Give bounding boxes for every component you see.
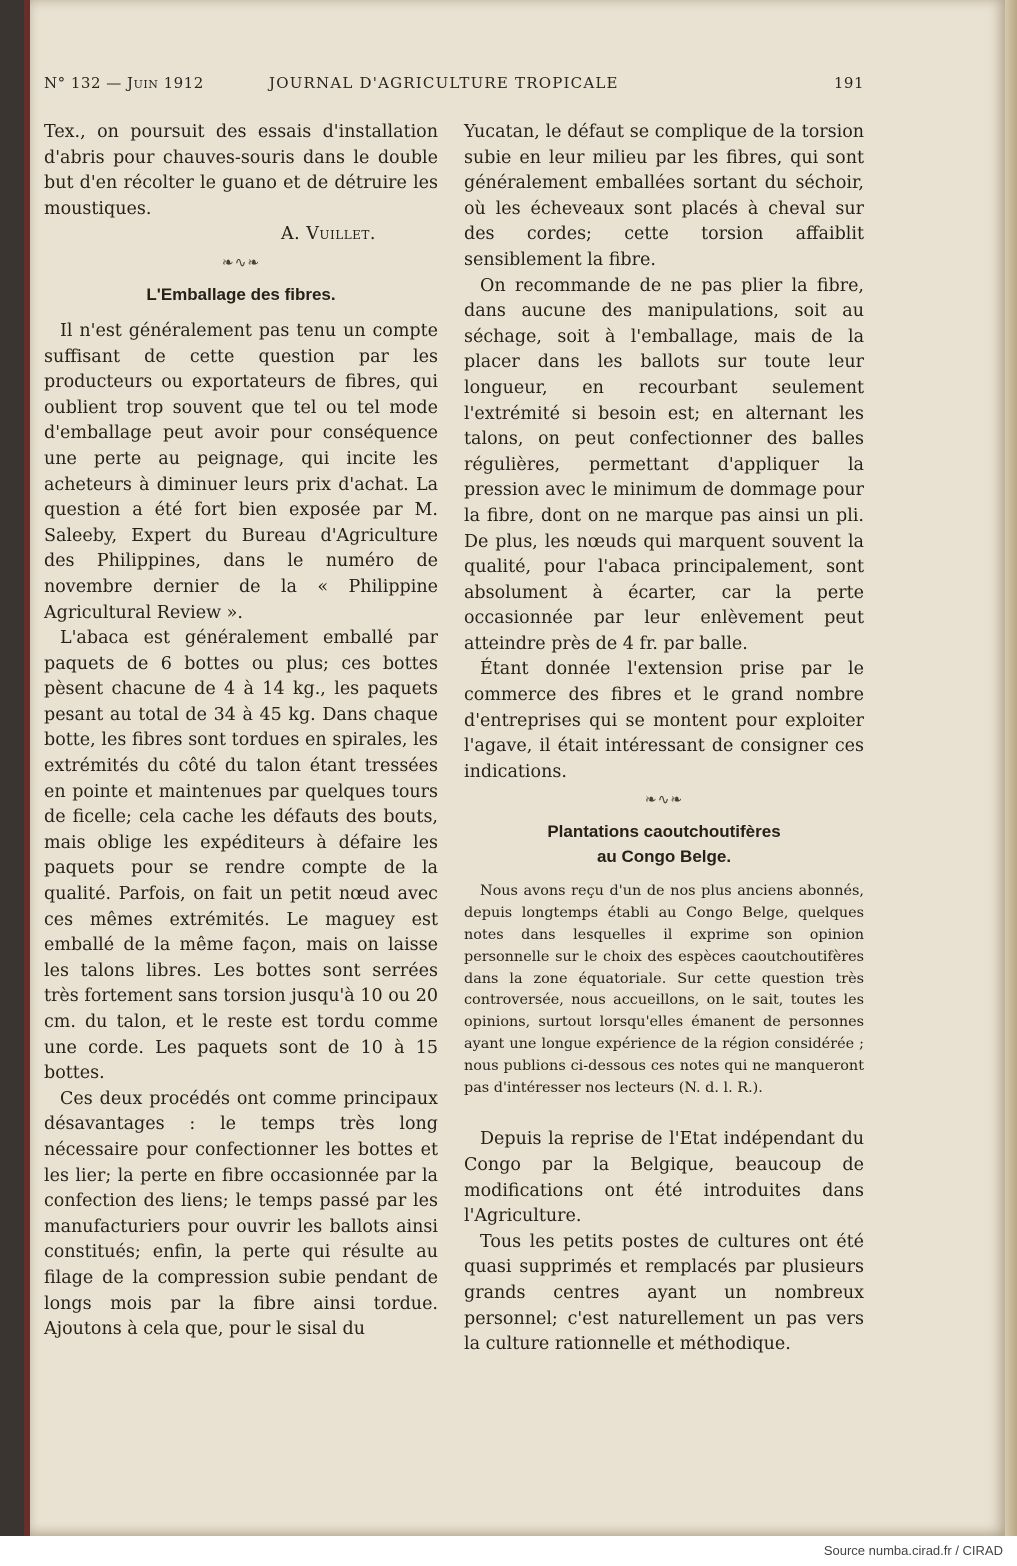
book-spine: [0, 0, 30, 1536]
source-link[interactable]: Source numba.cirad.fr / CIRAD: [823, 1543, 1003, 1558]
page-edge: [1005, 0, 1017, 1536]
paragraph: Tous les petits postes de cultures ont été quasi supprimés et remplacés par plusieurs grands centres ayant un nombreux personnel; c'est naturellement un pas vers la culture rationnelle et méthodique.: [464, 1231, 864, 1355]
page-number: 191: [833, 74, 864, 92]
ornament-divider: ❧∿❧: [644, 792, 684, 809]
author-signature: A. Vuillet.: [280, 224, 376, 245]
paragraph: Étant donnée l'extension prise par le commerce des fibres et le grand nombre d'entreprises qui se montent pour exploiter l'agave, il était intéressant de consigner ces indications.: [464, 659, 864, 782]
ornament-divider: ❧∿❧: [221, 254, 261, 271]
paragraph: Il n'est généralement pas tenu un compte suffisant de cette question par les producteurs ou exportateurs de fibres, qui oublient trop souvent que tel ou tel mode d'emballage peut avoir pour conséquence une perte au peignage, qui incite les acheteurs à diminuer leurs prix d'achat. La question a été fort bien exposée par M. Saleeby, Expert du Bureau d'Agriculture des Philippines, dans le numéro de novembre dernier de la « Philippine Agricultural Review ».: [44, 320, 438, 623]
journal-title: JOURNAL D'AGRICULTURE TROPICALE: [269, 74, 619, 92]
title-line: Plantations caoutchoutifères: [547, 822, 781, 842]
editor-note: Nous avons reçu d'un de nos plus anciens abonnés, depuis longtemps établi au Congo Belge, quelques notes dans lesquelles il exprime son opinion personnelle sur le choix des espèces caoutchoutifères dans la zone équatoriale. Sur cette question très controversée, nous accueillons, on le sait, toutes les opinions, surtout lorsqu'elles émanent de personnes ayant une longue expérience de la région considérée ; nous publions ci-dessous ces notes qui ne manqueront pas d'intéresser nos lecteurs (N. d. l. R.).: [464, 883, 864, 1096]
paragraph: Depuis la reprise de l'Etat indépendant du Congo par la Belgique, beaucoup de modifications ont été introduites dans l'Agriculture.: [464, 1129, 864, 1227]
source-credit: [0, 1536, 1017, 1566]
issue-number: N° 132 — Juin 1912: [44, 74, 204, 92]
intro-paragraph: Tex., on poursuit des essais d'installation d'abris pour chauves-souris dans le double but d'en récolter le guano et de détruire les moustiques.: [44, 122, 438, 219]
title-line: au Congo Belge.: [596, 847, 732, 867]
paragraph: Yucatan, le défaut se complique de la torsion subie en leur milieu par les fibres, qui sont généralement emballées sortant du séchoir, où les écheveaux sont placés à cheval sur des cordes; cette torsion affaiblit sensiblement la fibre.: [464, 122, 864, 270]
running-header: [44, 74, 864, 100]
paragraph: Ces deux procédés ont comme principaux désavantages : le temps très long nécessaire pour confectionner les bottes et les lier; la perte en fibre occasionnée par la confection des liens; le temps passé par les manufacturiers pour ouvrir les ballots ainsi constitués; enfin, la perte qui résulte au filage de la compression subie pendant de longs mois par la fibre ainsi tordue. Ajoutons à cela que, pour le sisal du: [44, 1088, 438, 1340]
paragraph: On recommande de ne pas plier la fibre, dans aucune des manipulations, soit au séchage, soit à l'emballage, mais de la placer dans les ballots sur toute leur longueur, en recourbant seulement l'extrémité si besoin est; en alternant les talons, on peut confectionner des balles régulières, permettant d'appliquer la pression avec le minimum de dommage pour la fibre, dont on ne marque pas ainsi un pli. De plus, les nœuds qui marquent souvent la qualité, pour l'abaca principalement, sont absolument à écarter, car la perte occasionnée par leur enlèvement peut atteindre près de 4 fr. par balle.: [464, 275, 864, 654]
right-column: [464, 120, 864, 1358]
article-title-fibres: L'Emballage des fibres.: [146, 284, 336, 304]
article-title-congo: [464, 819, 864, 869]
paragraph: L'abaca est généralement emballé par paquets de 6 bottes ou plus; ces bottes pèsent chacune de 4 à 14 kg., les paquets pesant au total de 34 à 45 kg. Dans chaque botte, les fibres sont tordues en spirales, les extrémités du côté du talon étant tressées en pointe et maintenues par quelques tours de ficelle; cela cache les défauts des bouts, mais oblige les expéditeurs à défaire les paquets pour se rendre compte de la qualité. Parfois, on fait un petit nœud avec ces mêmes extrémités. Le maguey est emballé de la même façon, mais on laisse les talons libres. Les bottes sont serrées très fortement sans torsion jusqu'à 10 ou 20 cm. du talon, et le reste est tordu comme une corde. Les paquets sont de 10 à 15 bottes.: [44, 628, 438, 1084]
left-column: [44, 120, 438, 1343]
